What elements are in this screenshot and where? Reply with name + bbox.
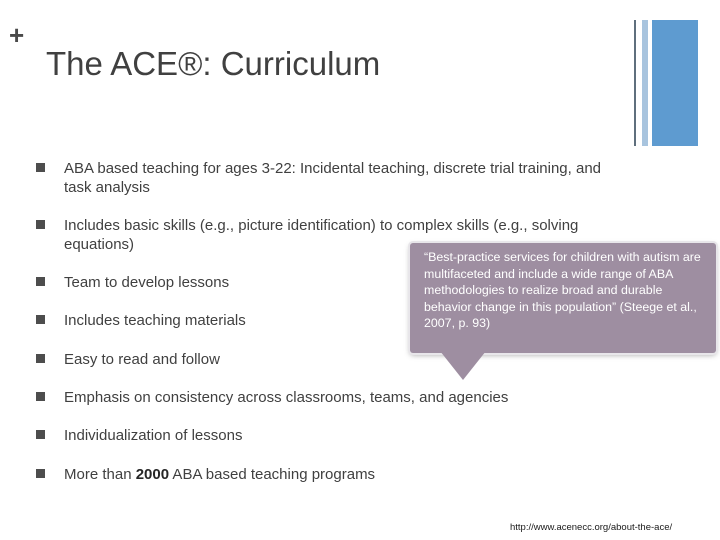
square-bullet-icon <box>36 354 45 363</box>
square-bullet-icon <box>36 315 45 324</box>
accent-bar-thin-light <box>642 20 648 146</box>
square-bullet-icon <box>36 220 45 229</box>
program-count: 2000 <box>135 466 170 483</box>
list-item-text: Includes teaching materials <box>64 312 246 329</box>
source-url[interactable]: http://www.acenecc.org/about-the-ace/ <box>510 522 673 533</box>
accent-bar-thin-dark <box>634 20 636 146</box>
list-item <box>36 465 626 484</box>
square-bullet-icon <box>36 430 45 439</box>
square-bullet-icon <box>36 277 45 286</box>
list-item-text: Team to develop lessons <box>64 274 230 291</box>
callout-tail <box>440 351 486 380</box>
callout-quote-text: “Best-practice services for children with autism are multifaceted and include a wide range of ABA methodologies to realize broad and durable behavior change in this population” (Steege et al., 2007, p. 93) <box>424 250 701 330</box>
list-item-text: Emphasis on consistency across classrooms, teams, and agencies <box>64 389 509 406</box>
list-item-text <box>64 465 626 484</box>
square-bullet-icon <box>36 392 45 401</box>
list-item-text: Individualization of lessons <box>64 427 243 444</box>
square-bullet-icon <box>36 469 45 478</box>
plus-icon: + <box>9 20 25 50</box>
list-item-text: ABA based teaching for ages 3-22: Incidental teaching, discrete trial training, and task analysis <box>64 160 602 196</box>
quote-callout <box>410 243 716 353</box>
accent-bar-thick <box>652 20 698 146</box>
list-item <box>36 388 626 407</box>
list-item <box>36 426 626 445</box>
list-item <box>36 159 626 197</box>
square-bullet-icon <box>36 163 45 172</box>
list-item-text: Includes basic skills (e.g., picture identification) to complex skills (e.g., solving equations) <box>64 217 579 253</box>
page-title: The ACE®: Curriculum <box>46 45 381 82</box>
list-item-text-prefix: More than <box>64 466 136 483</box>
list-item-text: Easy to read and follow <box>64 351 220 368</box>
list-item-text-suffix: ABA based teaching programs <box>169 466 376 483</box>
